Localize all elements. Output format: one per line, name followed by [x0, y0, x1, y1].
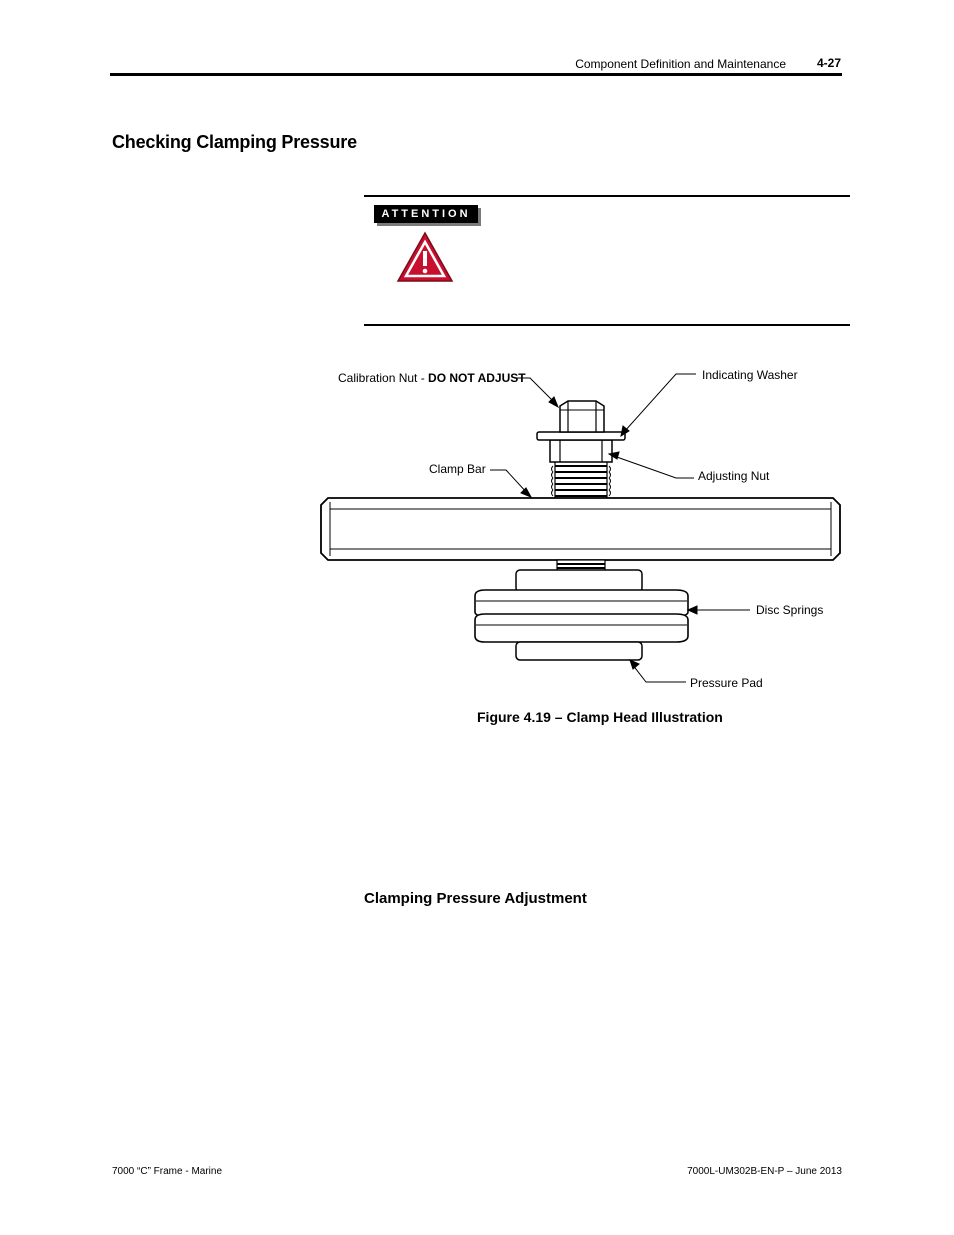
- label-adjusting-nut: Adjusting Nut: [698, 469, 770, 483]
- leader-indicating-washer: [621, 374, 696, 436]
- footer-right: 7000L-UM302B-EN-P – June 2013: [687, 1166, 842, 1177]
- calibration-nut: [560, 401, 604, 432]
- attention-rule-bottom: [364, 324, 850, 326]
- leader-pressure-pad: [630, 660, 686, 682]
- clamp-bar: [321, 498, 840, 560]
- leader-adjusting-nut: [609, 452, 694, 478]
- pressure-pad-hub: [516, 570, 642, 592]
- header-section-title: Component Definition and Maintenance: [575, 57, 786, 71]
- indicating-washer: [537, 432, 625, 440]
- footer-left: 7000 “C” Frame - Marine: [112, 1166, 223, 1177]
- leader-disc-springs: [688, 606, 750, 614]
- warning-triangle-icon: [396, 231, 454, 283]
- figure-caption: Figure 4.19 – Clamp Head Illustration: [477, 709, 723, 725]
- clamp-head-illustration: [300, 355, 860, 700]
- pressure-pad: [516, 642, 642, 660]
- label-clamp-bar: Clamp Bar: [429, 462, 486, 476]
- page-number: 4-27: [817, 56, 842, 70]
- leader-clamp-bar: [490, 470, 531, 497]
- disc-springs: [475, 590, 688, 642]
- label-disc-springs: Disc Springs: [756, 603, 824, 617]
- label-calibration-nut: Calibration Nut - DO NOT ADJUST: [338, 371, 526, 385]
- threaded-rod-upper: [552, 460, 611, 498]
- header-rule: [110, 73, 842, 76]
- adjusting-nut: [550, 440, 612, 462]
- section-subheading: Clamping Pressure Adjustment: [364, 890, 587, 907]
- label-pressure-pad: Pressure Pad: [690, 676, 763, 690]
- attention-rule-top: [364, 195, 850, 197]
- page-title: Checking Clamping Pressure: [112, 132, 357, 152]
- label-indicating-washer: Indicating Washer: [702, 368, 798, 382]
- attention-badge: ATTENTION: [374, 205, 478, 223]
